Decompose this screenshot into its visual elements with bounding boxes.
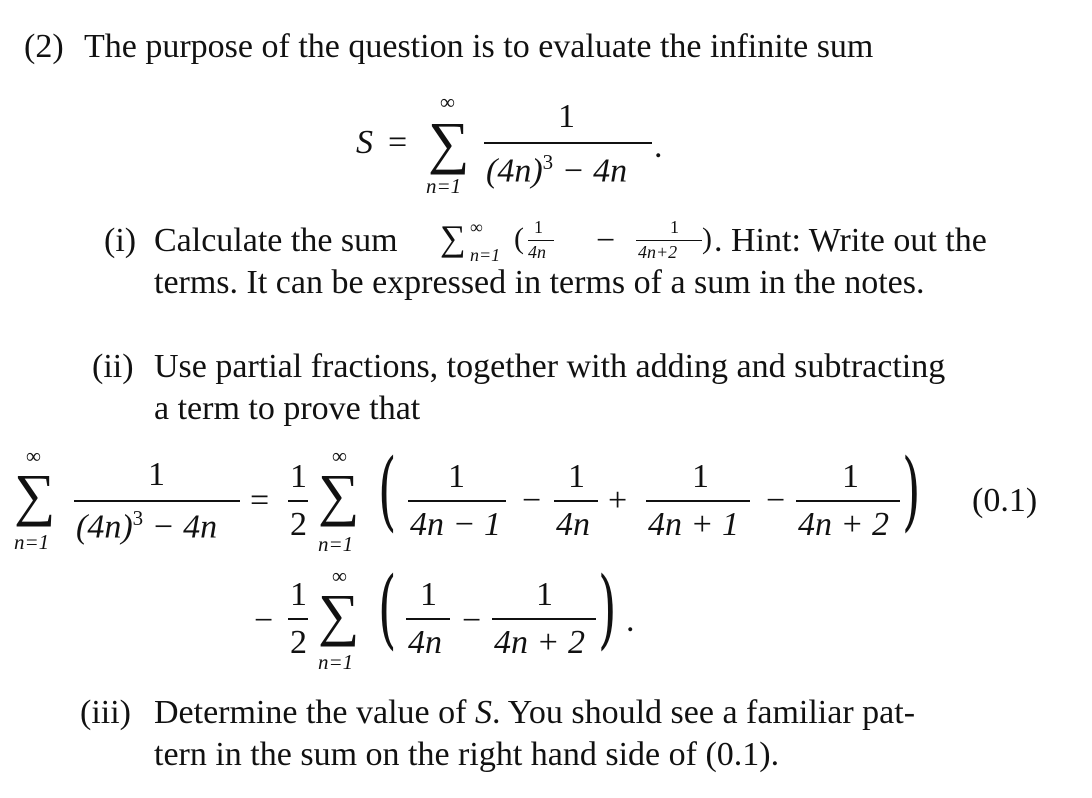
t3-bar <box>646 500 750 502</box>
row2-sigma: ∑ <box>318 582 360 647</box>
op2: + <box>608 482 628 519</box>
op3: − <box>766 482 786 519</box>
sigma-symbol: ∑ <box>428 110 470 175</box>
t3-den: 4n + 1 <box>648 506 739 543</box>
inline-minus: − <box>596 222 616 259</box>
inline-frac2-num: 1 <box>670 217 679 237</box>
t1-bar <box>408 500 506 502</box>
sum-numerator: 1 <box>558 98 575 135</box>
part-i-label: (i) <box>104 222 137 259</box>
op1: − <box>522 482 542 519</box>
r2-bar <box>492 618 596 620</box>
inline-sum-upper: ∞ <box>470 217 483 237</box>
fraction-bar <box>484 142 652 144</box>
part-ii-line2: a term to prove that <box>154 390 421 427</box>
eq-lower: n=1 <box>318 532 354 556</box>
r2-den: 4n + 2 <box>494 624 585 661</box>
eq-sigma: ∑ <box>318 462 360 527</box>
row2-end: . <box>626 602 635 639</box>
t1-den: 4n − 1 <box>410 506 501 543</box>
half-num: 1 <box>290 458 307 495</box>
t2-num: 1 <box>568 458 585 495</box>
problem-number: (2) <box>24 28 64 65</box>
row2-half-num: 1 <box>290 576 307 613</box>
part-iii-var: S <box>474 694 492 731</box>
t4-den: 4n + 2 <box>798 506 889 543</box>
row2-half-den: 2 <box>290 624 307 661</box>
eq-lhs-lower: n=1 <box>14 530 50 554</box>
row2-lower: n=1 <box>318 650 354 674</box>
part-i-line1-post: . Hint: Write out the <box>714 222 987 259</box>
t4-num: 1 <box>842 458 859 495</box>
sum-upper: ∞ <box>440 90 455 114</box>
row2-minus: − <box>254 602 274 639</box>
inline-paren-close: ) <box>702 222 712 255</box>
sum-lhs: S <box>356 124 373 161</box>
part-ii-line1: Use partial fractions, together with adding and subtracting <box>154 348 946 385</box>
inline-sigma: ∑ <box>440 218 466 258</box>
inline-frac1-bar <box>528 240 554 241</box>
row2-op: − <box>462 602 482 639</box>
eq-lhs-bar <box>74 500 240 502</box>
eq-lhs-sigma: ∑ <box>14 462 56 527</box>
sum-denominator: $(4n)^3 - 4n$ <box>486 150 628 190</box>
part-i-line2: terms. It can be expressed in terms of a sum in the notes. <box>154 264 925 301</box>
half-den: 2 <box>290 506 307 543</box>
row2-upper: ∞ <box>332 564 347 588</box>
sum-eq: = <box>388 124 408 161</box>
eq-lhs-num: 1 <box>148 456 165 493</box>
inline-frac1-num: 1 <box>534 217 543 237</box>
eq-upper: ∞ <box>332 444 347 468</box>
half-bar <box>288 500 308 502</box>
t3-num: 1 <box>692 458 709 495</box>
inline-frac1-den: 4n <box>528 242 546 262</box>
inline-paren-open: ( <box>514 222 524 255</box>
inline-frac2-bar <box>636 240 702 241</box>
equation-number: (0.1) <box>972 482 1038 519</box>
r1-num: 1 <box>420 576 437 613</box>
part-iii-line1 <box>154 696 915 730</box>
part-i-line1-pre: Calculate the sum <box>154 222 398 259</box>
r1-den: 4n <box>408 624 442 661</box>
t4-bar <box>796 500 900 502</box>
intro-text: The purpose of the question is to evaluate the infinite sum <box>84 28 874 65</box>
part-iii-line1-post: . You should see a familiar pat- <box>491 694 916 731</box>
eq-paren-open: ( <box>378 441 397 541</box>
eq-paren-close: ) <box>902 441 921 541</box>
inline-sum-lower: n=1 <box>470 245 501 265</box>
inline-frac2-den: 4n+2 <box>638 242 678 262</box>
eq-equals: = <box>250 482 270 519</box>
r2-num: 1 <box>536 576 553 613</box>
row2-paren-open: ( <box>378 559 397 659</box>
t2-bar <box>554 500 598 502</box>
t2-den: 4n <box>556 506 590 543</box>
sum-end: . <box>654 128 663 165</box>
part-iii-label: (iii) <box>80 694 131 731</box>
part-ii-label: (ii) <box>92 348 134 385</box>
eq-lhs-upper: ∞ <box>26 444 41 468</box>
eq-lhs-den: $(4n)^3 - 4n$ <box>76 506 218 546</box>
sum-lower: n=1 <box>426 174 462 198</box>
part-iii-line1-pre: Determine the value of <box>154 694 467 731</box>
part-iii-line2: tern in the sum on the right hand side of (0.1). <box>154 736 780 773</box>
row2-half-bar <box>288 618 308 620</box>
r1-bar <box>406 618 450 620</box>
t1-num: 1 <box>448 458 465 495</box>
row2-paren-close: ) <box>598 559 617 659</box>
